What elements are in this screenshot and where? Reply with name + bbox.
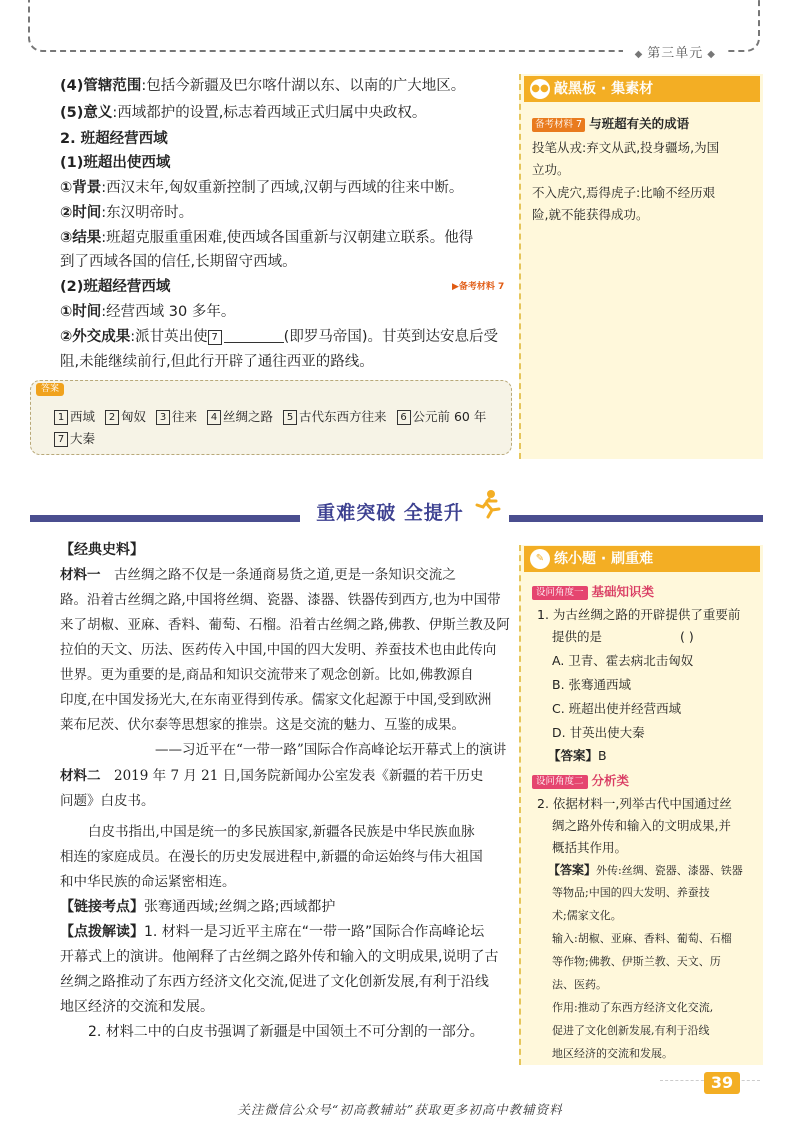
fill-blank[interactable]	[224, 328, 284, 343]
diamond-icon: ◆	[707, 49, 716, 60]
material-line: 来了胡椒、亚麻、香料、葡萄、石榴。沿着古丝绸之路,佛教、伊斯兰教及阿	[60, 617, 510, 633]
answer-number: 4	[207, 410, 221, 425]
answer-text: 匈奴	[121, 409, 147, 424]
answer-paren[interactable]: ( )	[680, 629, 694, 644]
line-label: (4)管辖范围	[60, 78, 142, 94]
question-text: 2. 依据材料一,列举古代中国通过丝	[537, 796, 732, 811]
line-label: ②时间	[60, 205, 102, 221]
section-banner: 重难突破 全提升	[300, 498, 480, 525]
question-text: 概括其作用。	[552, 840, 628, 855]
option-d[interactable]: D. 甘英出使大秦	[552, 725, 645, 740]
answer-number: 1	[54, 410, 68, 425]
line-text: :包括今新疆及巴尔喀什湖以东、以南的广大地区。	[141, 78, 466, 94]
link-text: 张骞通西域;丝绸之路;西域都护	[144, 899, 336, 915]
answer-text: 古代东西方往来	[299, 409, 387, 424]
answer-item	[156, 409, 197, 424]
question-text: 绸之路外传和输入的文明成果,并	[552, 818, 731, 833]
line-text: :西汉末年,匈奴重新控制了西域,汉朝与西域的往来中断。	[101, 180, 464, 196]
point-text: 1. 材料一是习近平主席在“一带一路”国际合作高峰论坛	[144, 924, 485, 940]
banner-rule-right	[509, 515, 763, 522]
text-line	[60, 352, 374, 372]
chalkboard-icon: ●●	[530, 79, 550, 99]
point-label: 【点拨解读】	[60, 924, 144, 940]
option-b[interactable]: B. 张骞通西域	[552, 677, 632, 692]
material-line: 问题》白皮书。	[60, 793, 155, 809]
material-line: 世界。更为重要的是,商品和知识交流带来了观念创新。比如,佛教源自	[60, 667, 474, 683]
material-line: 印度,在中国发扬光大,在东南亚得到传承。儒家文化起源于中国,受到欧洲	[60, 692, 492, 708]
answer-item	[105, 409, 146, 424]
link-label: 【链接考点】	[60, 899, 144, 915]
subsection-heading	[60, 277, 170, 297]
blank-number: 7	[208, 330, 222, 345]
text-line	[60, 203, 193, 223]
material-line: 拉伯的天文、历法、医药传入中国,中国的四大发明、养蚕技术也由此传向	[60, 642, 497, 658]
answer-number: 3	[156, 410, 170, 425]
text-line	[60, 178, 463, 198]
option-a[interactable]: A. 卫青、霍去病北击匈奴	[552, 653, 694, 668]
question-text: 1. 为古丝绸之路的开辟提供了重要前	[537, 607, 741, 622]
sidebar-text: 不入虎穴,焉得虎子:比喻不经历艰	[532, 185, 716, 200]
question-category	[532, 582, 654, 602]
material-line: 白皮书指出,中国是统一的多民族国家,新疆各民族是中华民族血脉	[88, 824, 475, 840]
sidebar-subtitle-text: 与班超有关的成语	[589, 116, 690, 131]
text-line	[60, 252, 297, 272]
diamond-icon: ◆	[634, 49, 644, 60]
line-text: :经营西域 30 多年。	[101, 304, 236, 320]
category-tag: 设问角度二	[532, 775, 588, 789]
answer-text: 作用:推动了东西方经济文化交流,	[552, 1001, 714, 1014]
sidebar-text: 立功。	[532, 162, 570, 177]
subsection-heading	[60, 153, 170, 173]
answer-number: 2	[105, 410, 119, 425]
question-text	[552, 627, 694, 647]
sidebar-subtitle	[532, 114, 689, 134]
point-line	[60, 922, 484, 942]
section-heading	[60, 129, 168, 149]
line-text: :东汉明帝时。	[101, 205, 194, 221]
answer-value: B	[598, 748, 607, 763]
material-line: 相连的家庭成员。在漫长的历史发展进程中,新疆的命运始终与伟大祖国	[60, 849, 483, 865]
answer-item	[54, 409, 95, 424]
answer-label: 【答案】	[548, 748, 599, 763]
page-number: 39	[704, 1072, 740, 1094]
point-line: 地区经济的交流和发展。	[60, 999, 214, 1015]
answer-text: 丝绸之路	[223, 409, 274, 424]
answer-line	[548, 860, 743, 881]
text-line	[60, 103, 426, 123]
answer-text: 大秦	[70, 431, 96, 446]
material-line	[60, 565, 456, 585]
answer-text: 法、医药。	[552, 978, 607, 991]
answer-item	[397, 409, 487, 424]
text-line	[60, 76, 465, 96]
line-label: ①背景	[60, 180, 102, 196]
answer-text: 地区经济的交流和发展。	[552, 1047, 673, 1060]
material-line: 莱布尼茨、伏尔泰等思想家的推崇。这是交流的魅力、互鉴的成果。	[60, 717, 465, 733]
material-line	[60, 766, 483, 786]
line-text: :班超克服重重困难,使西域各国重新与汉朝建立联系。他得	[101, 230, 474, 246]
answer-row	[54, 407, 492, 425]
answer-text: 西域	[70, 409, 96, 424]
answer-number: 6	[397, 410, 411, 425]
answer-text: 术;儒家文化。	[552, 909, 622, 922]
option-c[interactable]: C. 班超出使并经营西域	[552, 701, 682, 716]
text-line	[60, 302, 235, 322]
answer-item	[207, 409, 273, 424]
line-text: 2. 班超经营西域	[60, 131, 168, 147]
unit-title: 第三单元	[647, 46, 704, 61]
material-text: 2019 年 7 月 21 日,国务院新闻办公室发表《新疆的若干历史	[114, 768, 484, 784]
line-text: (2)班超经营西域	[60, 279, 171, 295]
line-label: ③结果	[60, 230, 102, 246]
reference-tag[interactable]: ▶备考材料 7	[452, 282, 505, 292]
question-text-part: 提供的是	[552, 629, 603, 644]
category-tag: 设问角度一	[532, 586, 588, 600]
answer-row	[54, 429, 101, 447]
answer-text: 往来	[172, 409, 198, 424]
answer-text: 等作物;佛教、伊斯兰教、天文、历	[552, 955, 721, 968]
line-label: ②外交成果	[60, 329, 131, 345]
unit-label	[623, 42, 728, 61]
sidebar-header	[524, 546, 760, 572]
line-text: (即罗马帝国)。甘英到达安息后受	[283, 329, 498, 345]
material-label: 材料一	[60, 567, 101, 583]
answer-label: 【答案】	[548, 863, 597, 877]
sidebar-header	[524, 76, 760, 102]
question-category	[532, 771, 629, 791]
line-label: ①时间	[60, 304, 102, 320]
point-line: 开幕式上的演讲。他阐释了古丝绸之路外传和输入的文明成果,说明了古	[60, 949, 499, 965]
line-text: (1)班超出使西域	[60, 155, 171, 171]
point-line: 丝绸之路推动了东西方经济文化交流,促进了文化创新发展,有利于沿线	[60, 974, 489, 990]
line-text: :西域都护的设置,标志着西域正式归属中央政权。	[112, 105, 427, 121]
material-line: 和中华民族的命运紧密相连。	[60, 874, 236, 890]
link-points	[60, 897, 335, 917]
answer-text: 促进了文化创新发展,有利于沿线	[552, 1024, 710, 1037]
line-text: 到了西域各国的信任,长期留守西域。	[60, 254, 297, 270]
sidebar-title: 练小题 · 刷重难	[554, 551, 654, 567]
line-text: :派甘英出使	[130, 329, 208, 345]
material-line: 路。沿着古丝绸之路,中国将丝绸、瓷器、漆器、铁器传到西方,也为中国带	[60, 592, 501, 608]
footer-note: 关注微信公众号“初高教辅站”获取更多初高中教辅资料	[237, 1102, 563, 1117]
answer-item	[54, 431, 95, 446]
answer-text: 公元前 60 年	[412, 409, 487, 424]
material-label: 材料二	[60, 768, 101, 784]
point-line: 2. 材料二中的白皮书强调了新疆是中国领土不可分割的一部分。	[88, 1024, 484, 1040]
material-section-title: 【经典史料】	[60, 542, 144, 558]
text-line	[60, 327, 498, 347]
answer-line	[548, 746, 607, 766]
runner-icon	[474, 489, 502, 519]
sidebar-title: 敲黑板 · 集素材	[554, 81, 654, 97]
category-text: 基础知识类	[591, 584, 655, 599]
text-line	[60, 228, 473, 248]
answer-number: 7	[54, 432, 68, 447]
category-text: 分析类	[591, 773, 630, 788]
answer-text: 等物品;中国的四大发明、养蚕技	[552, 886, 710, 899]
sidebar-text: 险,就不能获得成功。	[532, 207, 649, 222]
sidebar-text: 投笔从戎:弃文从武,投身疆场,为国	[532, 140, 720, 155]
pencil-icon: ✎	[530, 549, 550, 569]
material-source: ——习近平在“一带一路”国际合作高峰论坛开幕式上的演讲	[155, 742, 507, 758]
line-label: (5)意义	[60, 105, 113, 121]
line-text: 阻,未能继续前行,但此行开辟了通往西亚的路线。	[60, 354, 374, 370]
answer-number: 5	[283, 410, 297, 425]
answer-tag: 答案	[36, 383, 64, 396]
answer-item	[283, 409, 387, 424]
answer-text: 输入:胡椒、亚麻、香料、葡萄、石榴	[552, 932, 732, 945]
answer-text: 外传:丝绸、瓷器、漆器、铁器	[596, 864, 743, 877]
material-text: 古丝绸之路不仅是一条通商易货之道,更是一条知识交流之	[114, 567, 456, 583]
material-tag: 备考材料 7	[532, 118, 585, 132]
banner-rule-left	[30, 515, 325, 522]
